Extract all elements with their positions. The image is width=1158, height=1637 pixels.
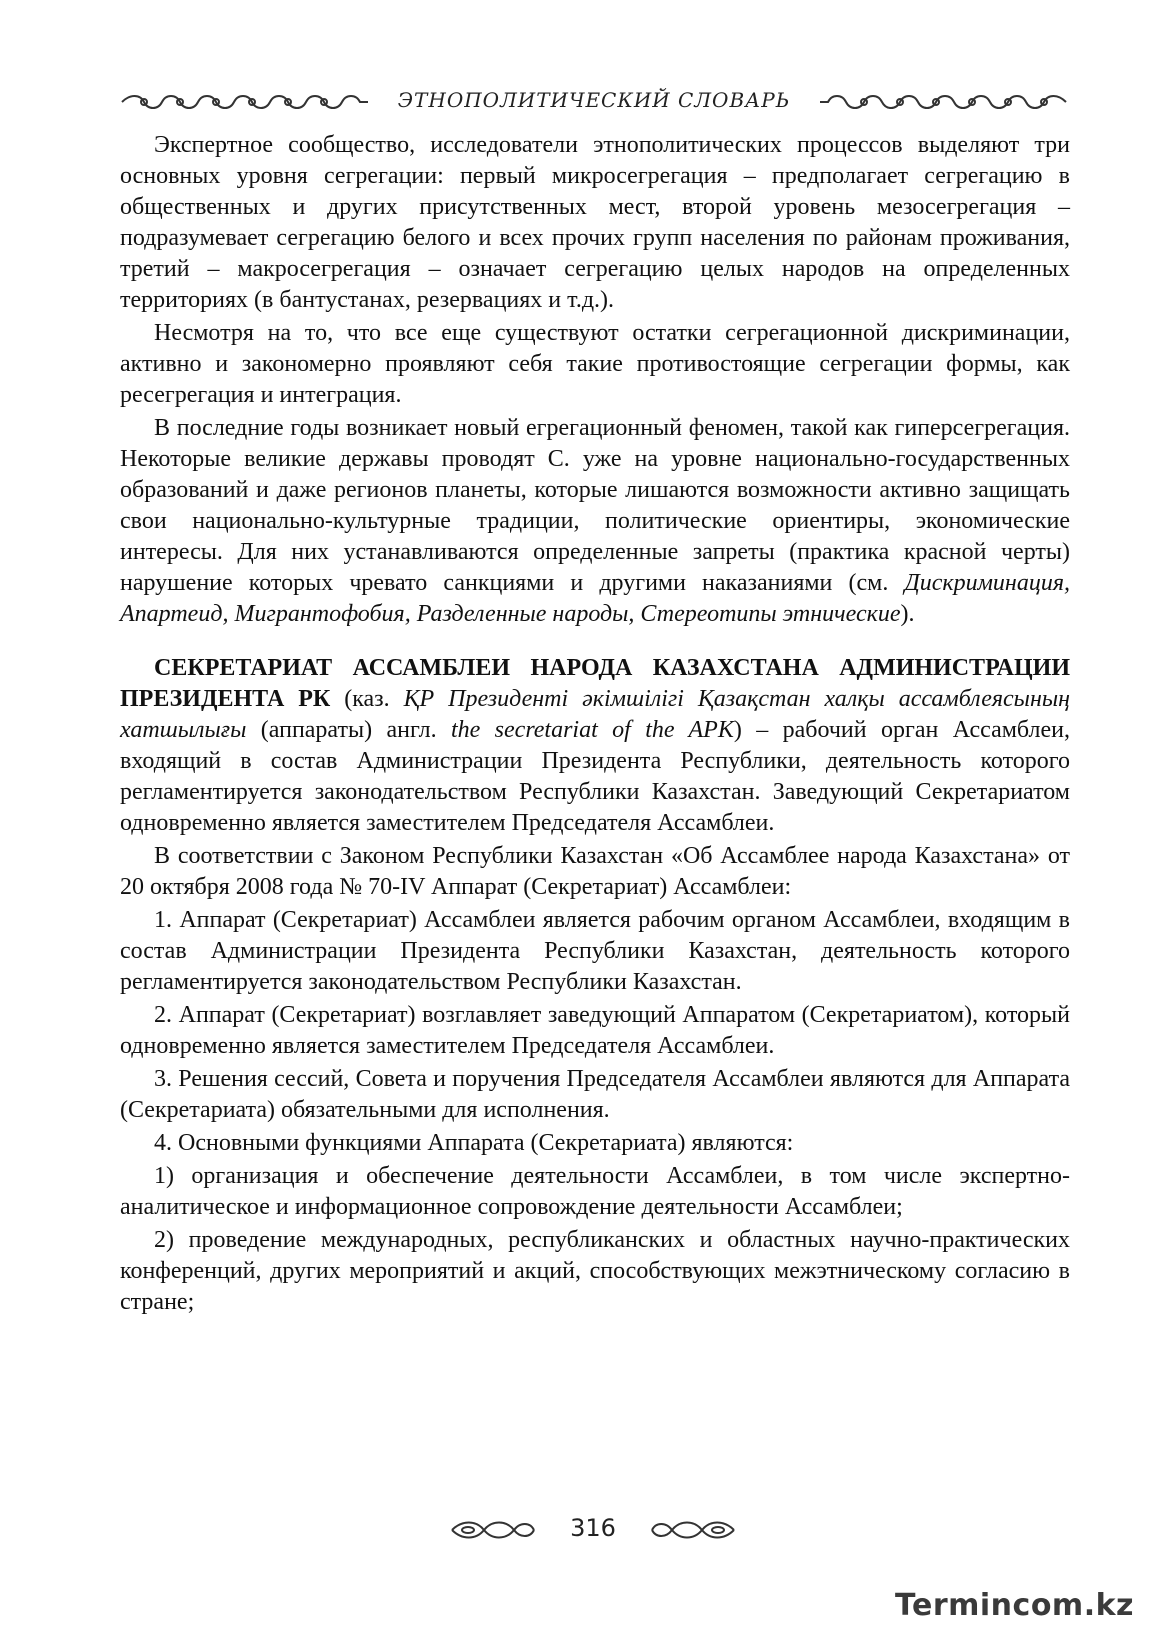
sub-list-item: 2) проведение международных, республиканских и областных научно-практических конференций, других мероприятий и акций, способствующих межэтническому согласию в стране;	[120, 1227, 1070, 1315]
list-item: 2. Аппарат (Секретариат) возглавляет заведующий Аппаратом (Секретариатом), который одновременно является заместителем Председателя Ассамблеи.	[120, 1002, 1070, 1059]
page-footer	[448, 1510, 738, 1550]
flourish-icon	[648, 1518, 738, 1542]
list-item: 4. Основными функциями Аппарата (Секретариата) являются:	[154, 1130, 794, 1156]
dictionary-entry	[120, 653, 1070, 839]
list-item: 3. Решения сессий, Совета и поручения Председателя Ассамблеи являются для Аппарата (Секретариата) обязательными для исполнения.	[120, 1066, 1070, 1123]
entry-definition: ) – рабочий орган Ассамблеи, входящий в состав Администрации Президента Республики, деятельность которого регламентируется законодательством Республики Казахстан. Заведующий Секретариатом одновременно является заместителем Председателя Ассамблеи.	[120, 717, 1071, 836]
ornament-border-icon	[120, 92, 370, 112]
watermark-text: Termincom.kz	[895, 1588, 1134, 1623]
paragraph: Экспертное сообщество, исследователи этнополитических процессов выделяют три основных уровня сегрегации: первый микросегрегация – предполагает сегрегацию в общественных и других присутственных мест, второй уровень мезосегрегация – подразумевает сегрегацию белого и всех прочих групп населения по районам проживания, третий – макросегрегация – означает сегрегацию целых народов на определенных территориях (в бантустанах, резервациях и т.д.).	[120, 132, 1070, 313]
paragraph-text: В последние годы возникает новый егрегационный феномен, такой как гиперсегрегация. Некоторые великие державы проводят С. уже на уровне национально-государственных образований и даже регионов планеты, которые лишаются возможности активно защищать свои национально-культурные традиции, политические ориентиры, экономические интересы. Для них устанавливаются определенные запреты (практика красной черты) нарушение которых чревато санкциями и другими наказаниями (см.	[120, 415, 1070, 596]
ornament-border-icon	[818, 92, 1068, 112]
entry-text: (каз.	[330, 686, 404, 712]
entry-text: (аппараты) англ.	[246, 717, 451, 743]
cross-references: Дискриминация, Апартеид, Мигрантофобия, Разделенные народы, Стереотипы этнические	[120, 570, 1070, 627]
list-item: 1. Аппарат (Секретариат) Ассамблеи является рабочим органом Ассамблеи, входящим в состав Администрации Президента Республики Казахстан, деятельность которого регламентируется законодательством Республики Казахстан.	[120, 907, 1070, 995]
entry-english-term: the secretariat of the APK	[450, 717, 734, 743]
paragraph: Несмотря на то, что все еще существуют остатки сегрегационной дискриминации, активно и закономерно проявляют себя такие противостоящие сегрегации формы, как ресегрегация и интеграция.	[120, 320, 1070, 408]
flourish-icon	[448, 1518, 538, 1542]
entry-headword: СЕКРЕТАРИАТ АССАМБЛЕИ НАРОДА КАЗАХСТАНА АДМИНИСТРАЦИИ ПРЕЗИДЕНТА РК	[120, 655, 1070, 712]
page-number: 316	[570, 1514, 616, 1542]
entry-kazakh-term: ҚР Президенті әкімшілігі Қазақстан халқы ассамблеясының хатшылығы	[120, 686, 1071, 743]
paragraph: В соответствии с Законом Республики Казахстан «Об Ассамблее народа Казахстана» от 20 октября 2008 года № 70-IV Аппарат (Секретариат) Ассамблеи:	[120, 843, 1070, 900]
running-header	[120, 84, 1068, 120]
article-body	[120, 130, 1070, 1320]
sub-list-item: 1) организация и обеспечение деятельности Ассамблеи, в том числе экспертно-аналитическое и информационное сопровождение деятельности Ассамблеи;	[120, 1163, 1070, 1220]
header-title: ЭТНОПОЛИТИЧЕСКИЙ СЛОВАРЬ	[397, 88, 791, 112]
site-watermark	[895, 1588, 1134, 1628]
paragraph	[120, 413, 1070, 630]
paragraph-text: ).	[900, 601, 915, 627]
